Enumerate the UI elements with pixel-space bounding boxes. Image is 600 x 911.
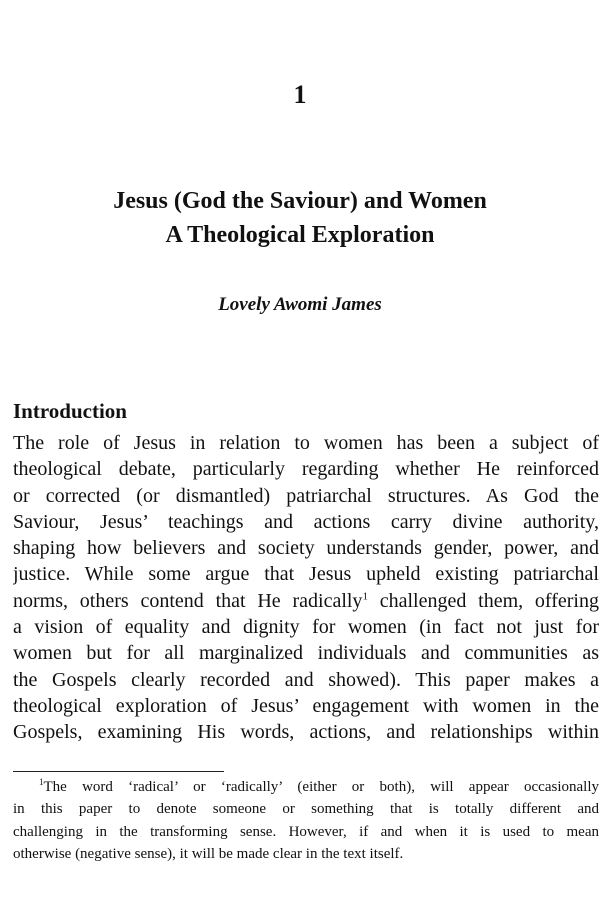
footnote-line: challenging in the transforming sense. However, if and when it is used to mean — [13, 823, 599, 840]
footnote-line-text: The word ‘radical’ or ‘radically’ (either or both), will appear occasionally — [43, 779, 599, 795]
body-line-part: challenged them, offering — [379, 589, 599, 612]
footnote-divider — [13, 771, 224, 772]
body-line: women but for all marginalized individuals and communities as — [13, 642, 599, 665]
footnote-marker: 1 — [39, 777, 44, 787]
author-name: Lovely Awomi James — [218, 294, 382, 315]
body-line: justice. While some argue that Jesus upheld existing patriarchal — [13, 563, 599, 586]
section-heading: Introduction — [13, 399, 127, 423]
chapter-title-line-1: Jesus (God the Saviour) and Women — [113, 188, 487, 214]
footnote — [13, 776, 599, 865]
chapter-title — [0, 184, 600, 252]
chapter-number: 1 — [293, 80, 307, 109]
body-line-with-footnote — [13, 588, 599, 614]
body-paragraph — [13, 430, 599, 746]
body-line: Gospels, examining His words, actions, and relationships within — [13, 721, 599, 744]
chapter-subtitle: A Theological Exploration — [165, 222, 435, 248]
body-line-part: norms, others contend that He radically — [13, 589, 363, 612]
body-line: theological debate, particularly regarding whether He reinforced — [13, 458, 599, 481]
footnote-line — [13, 776, 599, 798]
body-line: The role of Jesus in relation to women has been a subject of — [13, 432, 599, 454]
body-line: shaping how believers and society understands gender, power, and — [13, 537, 599, 560]
footnote-reference: 1 — [362, 590, 368, 603]
body-line: the Gospels clearly recorded and showed). This paper makes a — [13, 668, 599, 691]
footnote-line: in this paper to denote someone or something that is totally different and — [13, 801, 599, 818]
footnote-line: otherwise (negative sense), it will be made clear in the text itself. — [13, 845, 404, 862]
body-line: a vision of equality and dignity for women (in fact not just for — [13, 616, 599, 639]
body-line: theological exploration of Jesus’ engagement with women in the — [13, 694, 599, 717]
body-line: Saviour, Jesus’ teachings and actions carry divine authority, — [13, 510, 599, 533]
body-line: or corrected (or dismantled) patriarchal structures. As God the — [13, 484, 599, 507]
